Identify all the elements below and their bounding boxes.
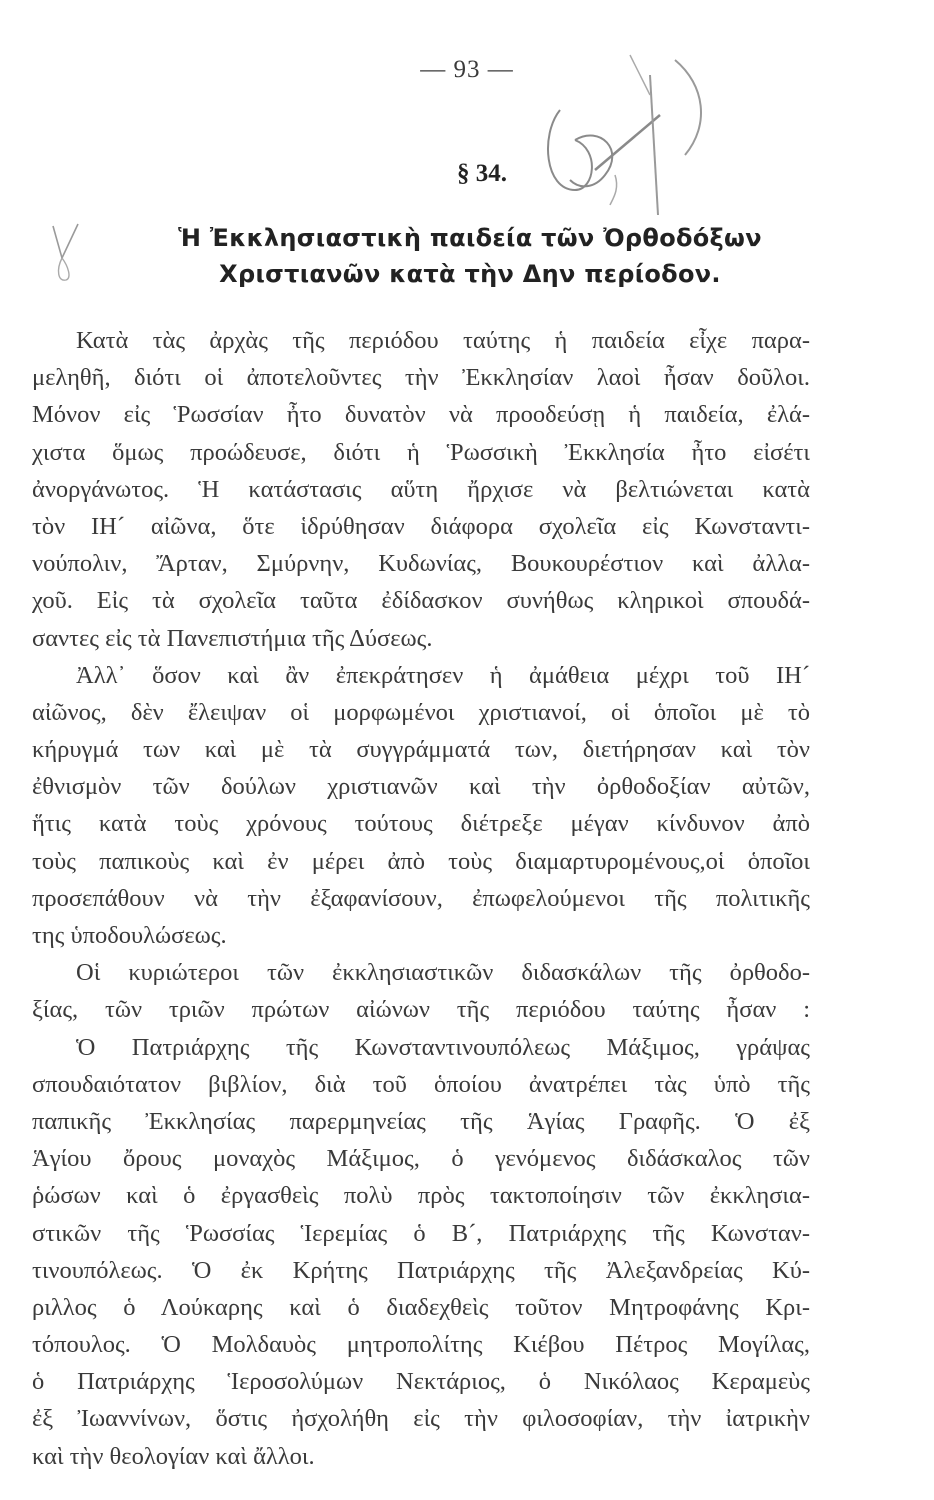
title-line: Ἡ Ἐκκλησιαστικὴ παιδεία τῶν Ὀρθοδόξων bbox=[178, 224, 762, 252]
text-line: στικῶν τῆς Ῥωσσίας Ἱερεμίας ὁ Β´, Πατριάρχης τῆς Κωνσταν- bbox=[32, 1219, 810, 1247]
text-line: τόπουλος. Ὁ Μολδαυὸς μητροπολίτης Κιέβου Πέτρος Μογίλας, bbox=[32, 1331, 810, 1359]
text-line: Ἁγίου ὄρους μοναχὸς Μάξιμος, ὁ γενόμενος διδάσκαλος τῶν bbox=[32, 1145, 810, 1173]
text-line: χιστα ὅμως προώδευσε, διότι ἡ Ῥωσσικὴ Ἐκκλησία ἦτο εἰσέτι bbox=[32, 438, 810, 466]
text-line: παπικῆς Ἐκκλησίας παρερμηνείας τῆς Ἁγίας Γραφῆς. Ὁ ἐξ bbox=[32, 1107, 810, 1135]
page-number: — 93 — bbox=[420, 56, 514, 83]
text-line: σπουδαιότατον βιβλίον, διὰ τοῦ ὁποίου ἀνατρέπει τὰς ὑπὸ τῆς bbox=[32, 1070, 810, 1098]
text-line: προσεπάθουν νὰ τὴν ἐξαφανίσουν, ἐπωφελούμενοι τῆς πολιτικῆς bbox=[32, 884, 810, 912]
text-line: τινουπόλεως. Ὁ ἐκ Κρήτης Πατριάρχης τῆς Ἀλεξανδρείας Κύ- bbox=[32, 1256, 810, 1284]
text-line: Ὁ Πατριάρχης τῆς Κωνσταντινουπόλεως Μάξιμος, γράψας bbox=[76, 1033, 810, 1061]
text-line: τοὺς παπικοὺς καὶ ἐν μέρει ἀπὸ τοὺς διαμαρτυρομένους,οἱ ὁποῖοι bbox=[32, 847, 810, 875]
text-line: Ἀλλ᾽ ὅσον καὶ ἂν ἐπεκράτησεν ἡ ἀμάθεια μέχρι τοῦ ΙΗ´ bbox=[76, 661, 810, 689]
text-line: μεληθῆ, διότι οἱ ἀποτελοῦντες τὴν Ἐκκλησίαν λαοὶ ἦσαν δοῦλοι. bbox=[32, 364, 810, 392]
title-line: Χριστιανῶν κατὰ τὴν Δην περίοδον. bbox=[219, 260, 721, 288]
text-line: τὸν ΙΗ´ αἰῶνα, ὅτε ἱδρύθησαν διάφορα σχολεῖα εἰς Κωνσταντι- bbox=[32, 512, 810, 540]
text-line: ριλλος ὁ Λούκαρης καὶ ὁ διαδεχθεὶς τοῦτον Μητροφάνης Κρι- bbox=[32, 1293, 810, 1321]
chapter-title bbox=[80, 220, 860, 292]
text-line: Οἱ κυριώτεροι τῶν ἐκκλησιαστικῶν διδασκάλων τῆς ὀρθοδο- bbox=[76, 959, 810, 987]
text-line: χοῦ. Εἰς τὰ σχολεῖα ταῦτα ἐδίδασκον συνήθως κληρικοὶ σπουδά- bbox=[32, 587, 810, 615]
text-line: αἰῶνος, δὲν ἔλειψαν οἱ μορφωμένοι χριστιανοί, οἱ ὁποῖοι μὲ τὸ bbox=[32, 698, 810, 726]
text-line: ξίας, τῶν τριῶν πρώτων αἰώνων τῆς περιόδου ταύτης ἦσαν : bbox=[32, 996, 810, 1024]
body-text bbox=[32, 322, 810, 1475]
text-line: ῥώσων καὶ ὁ ἐργασθεὶς πολὺ πρὸς τακτοποίησιν τῶν ἐκκλησια- bbox=[32, 1182, 810, 1210]
text-line: Μόνον εἰς Ῥωσσίαν ἦτο δυνατὸν νὰ προοδεύσῃ ἡ παιδεία, ἐλά- bbox=[32, 401, 810, 429]
text-line: σαντες εἰς τὰ Πανεπιστήμια τῆς Δύσεως. bbox=[32, 624, 433, 652]
text-line: ἥτις κατὰ τοὺς χρόνους τούτους διέτρεξε μέγαν κίνδυνον ἀπὸ bbox=[32, 810, 810, 838]
text-line: κήρυγμά των καὶ μὲ τὰ συγγράμματά των, διετήρησαν καὶ τὸν bbox=[32, 736, 810, 764]
text-line: ὁ Πατριάρχης Ἱεροσολύμων Νεκτάριος, ὁ Νικόλαος Κεραμεὺς bbox=[32, 1368, 810, 1396]
text-line: νούπολιν, Ἄρταν, Σμύρνην, Κυδωνίας, Βουκουρέστιον καὶ ἀλλα- bbox=[32, 550, 810, 578]
section-heading: § 34. bbox=[457, 160, 507, 187]
text-line: ἀνοργάνωτος. Ἡ κατάστασις αὕτη ἤρχισε νὰ βελτιώνεται κατὰ bbox=[32, 475, 810, 503]
text-line: ἐξ Ἰωαννίνων, ὅστις ἠσχολήθη εἰς τὴν φιλοσοφίαν, τὴν ἰατρικὴν bbox=[32, 1405, 810, 1433]
text-line: της ὑποδουλώσεως. bbox=[32, 922, 227, 949]
text-line: ἐθνισμὸν τῶν δούλων χριστιανῶν καὶ τὴν ὀρθοδοξίαν αὐτῶν, bbox=[32, 773, 810, 801]
text-line: καὶ τὴν θεολογίαν καὶ ἄλλοι. bbox=[32, 1442, 315, 1470]
text-line: Κατὰ τὰς ἀρχὰς τῆς περιόδου ταύτης ἡ παιδεία εἶχε παρα- bbox=[76, 327, 810, 354]
